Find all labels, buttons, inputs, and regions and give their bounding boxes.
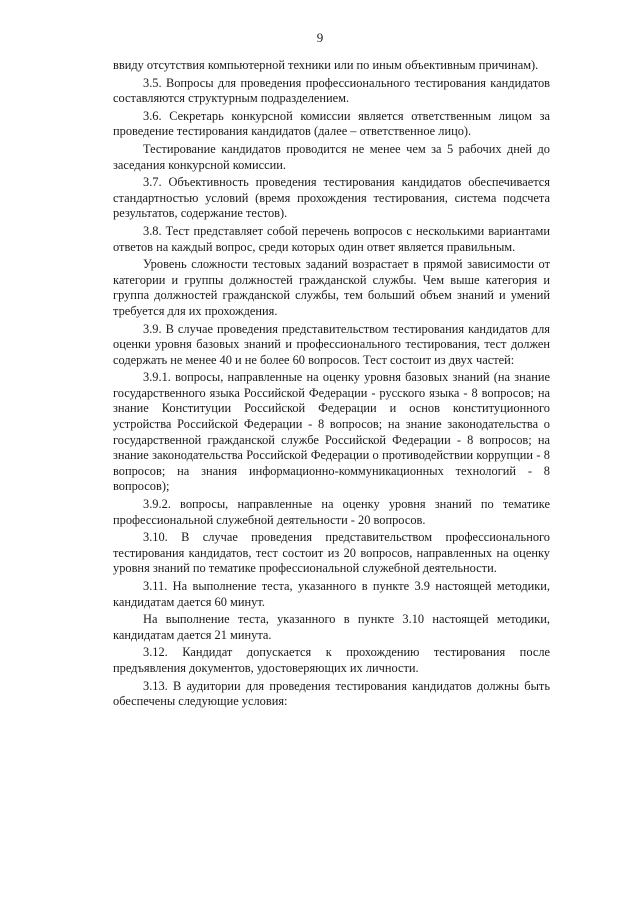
paragraph-3-5: 3.5. Вопросы для проведения профессионального тестирования кандидатов составляются структурным подразделением. xyxy=(113,75,550,106)
paragraph-3-12: 3.12. Кандидат допускается к прохождению тестирования после предъявления документов, удостоверяющих их личности. xyxy=(113,645,550,675)
paragraph-3-9: 3.9. В случае проведения представительством тестирования кандидатов для оценки уровня базовых знаний и профессионального тестирования, тест должен содержать не менее 40 и не более 60 вопросов. Тест состоит из двух частей: xyxy=(113,321,550,367)
paragraph-3-9-2: 3.9.2. вопросы, направленные на оценку уровня знаний по тематике профессиональной служебной деятельности - 20 вопросов. xyxy=(113,497,550,527)
paragraph-3-6: 3.6. Секретарь конкурсной комиссии является ответственным лицом за проведение тестирования кандидатов (далее – ответственное лицо). xyxy=(113,108,550,139)
page-number: 9 xyxy=(316,30,324,45)
paragraph-continuation: ввиду отсутствия компьютерной техники или по иным объективным причинам). xyxy=(113,58,539,72)
paragraph-3-7: 3.7. Объективность проведения тестирования кандидатов обеспечивается стандартностью условий (время прохождения тестирования, система подсчета результатов, содержание тестов). xyxy=(113,175,550,221)
paragraph-3-10: 3.10. В случае проведения представительством профессионального тестирования кандидатов, тест состоит из 20 вопросов, направленных на оценку уровня знаний по тематике профессиональной служебной деятельности. xyxy=(113,530,550,576)
paragraph-testing-timing: Тестирование кандидатов проводится не менее чем за 5 рабочих дней до заседания конкурсной комиссии. xyxy=(113,141,550,172)
paragraph-3-8: 3.8. Тест представляет собой перечень вопросов с несколькими вариантами ответов на каждый вопрос, среди которых один ответ является правильным. xyxy=(113,223,550,254)
paragraph-3-11: 3.11. На выполнение теста, указанного в пункте 3.9 настоящей методики, кандидатам дается 60 минут. xyxy=(113,579,550,609)
paragraph-difficulty-level: Уровень сложности тестовых заданий возрастает в прямой зависимости от категории и группы должностей гражданской службы. Чем выше категория и группа должностей гражданской службы, тем больший объем знаний и умений требуется для их прохождения. xyxy=(113,257,550,318)
document-body xyxy=(113,58,550,712)
paragraph-3-9-1: 3.9.1. вопросы, направленные на оценку уровня базовых знаний (на знание государственного языка Российской Федерации - русского языка - 8 вопросов; на знание Конституции Российской Федерации и основ конституционного устройства Российской Федерации - 8 вопросов; на знание законодательства о государственной гражданской службе Российской Федерации - 8 вопросов; на знание законодательства Российской Федерации о противодействии коррупции - 8 вопросов; на знания информационно-коммуникационных технологий - 8 вопросов); xyxy=(113,370,550,494)
paragraph-test-duration: На выполнение теста, указанного в пункте 3.10 настоящей методики, кандидатам дается 21 минута. xyxy=(113,612,550,642)
paragraph-3-13: 3.13. В аудитории для проведения тестирования кандидатов должны быть обеспечены следующие условия: xyxy=(113,678,550,709)
